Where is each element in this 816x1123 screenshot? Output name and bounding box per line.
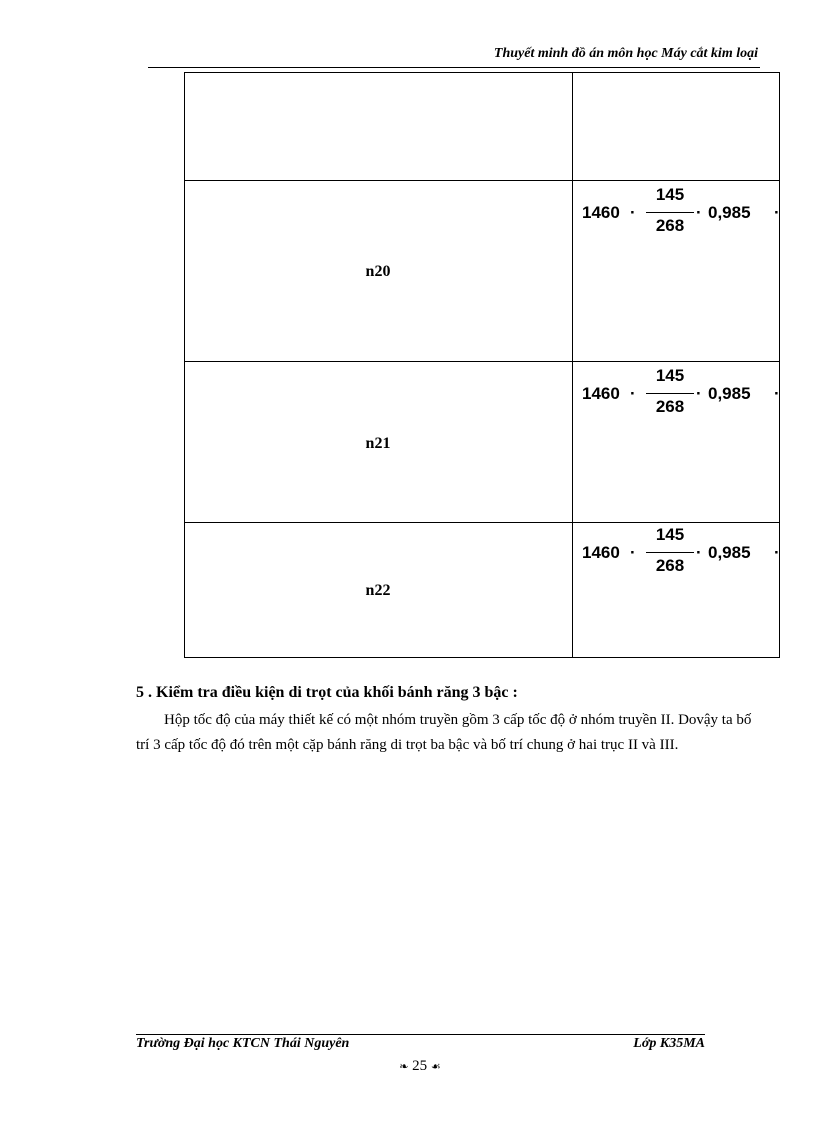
formula-n22 <box>582 525 780 581</box>
fraction-numerator: 145 <box>655 185 685 204</box>
formula-n20 <box>582 185 780 241</box>
fraction-denominator: 268 <box>655 216 685 235</box>
multiply-dot: · <box>774 543 780 562</box>
fraction-denominator: 268 <box>655 556 685 575</box>
running-header-title: Thuyết minh đồ án môn học Máy cắt kim loại <box>493 46 758 61</box>
multiply-dot: · <box>696 203 702 222</box>
table-row-divider <box>184 522 780 523</box>
formula-coefficient: 0,985 <box>708 543 751 562</box>
table-border-top <box>184 72 780 73</box>
multiply-dot: · <box>696 543 702 562</box>
multiply-dot: · <box>696 384 702 403</box>
table-row-divider <box>184 180 780 181</box>
header-divider <box>148 67 760 68</box>
multiply-dot: · <box>630 203 636 222</box>
formula-lead: 1460 <box>582 203 620 222</box>
table-border-left <box>184 72 185 658</box>
formula-n21 <box>582 366 780 422</box>
multiply-dot: · <box>774 203 780 222</box>
footer-class: Lớp K35MA <box>633 1036 705 1051</box>
fraction-numerator: 145 <box>655 366 685 385</box>
speed-table <box>184 72 780 658</box>
fraction-bar <box>646 393 694 394</box>
formula-coefficient: 0,985 <box>708 203 751 222</box>
ornament-right-icon: ☙ <box>430 1061 441 1073</box>
ornament-left-icon: ❧ <box>399 1061 409 1073</box>
row-label-n20: n20 <box>365 263 391 280</box>
formula-coefficient: 0,985 <box>708 384 751 403</box>
formula-lead: 1460 <box>582 384 620 403</box>
table-border-bottom <box>184 657 780 658</box>
multiply-dot: · <box>774 384 780 403</box>
fraction-denominator: 268 <box>655 397 685 416</box>
table-column-divider <box>572 72 573 658</box>
table-row-divider <box>184 361 780 362</box>
section-heading: 5 . Kiểm tra điều kiện di trọt của khối bánh răng 3 bậc : <box>136 684 518 701</box>
page-number <box>360 1058 480 1075</box>
multiply-dot: · <box>630 543 636 562</box>
footer-divider <box>136 1034 705 1035</box>
row-label-n22: n22 <box>365 582 391 599</box>
formula-lead: 1460 <box>582 543 620 562</box>
page-number-value: 25 <box>412 1058 428 1074</box>
footer-university: Trường Đại học KTCN Thái Nguyên <box>136 1036 350 1051</box>
multiply-dot: · <box>630 384 636 403</box>
body-paragraph: Hộp tốc độ của máy thiết kế có một nhóm truyền gồm 3 cấp tốc độ ở nhóm truyền II. Dovậy ta bố trí 3 cấp tốc độ đó trên một cặp bánh răng di trọt ba bậc và bố trí chung ở hai trục II và III. <box>136 712 752 753</box>
fraction-bar <box>646 212 694 213</box>
fraction-bar <box>646 552 694 553</box>
fraction-numerator: 145 <box>655 525 685 544</box>
row-label-n21: n21 <box>365 435 391 452</box>
